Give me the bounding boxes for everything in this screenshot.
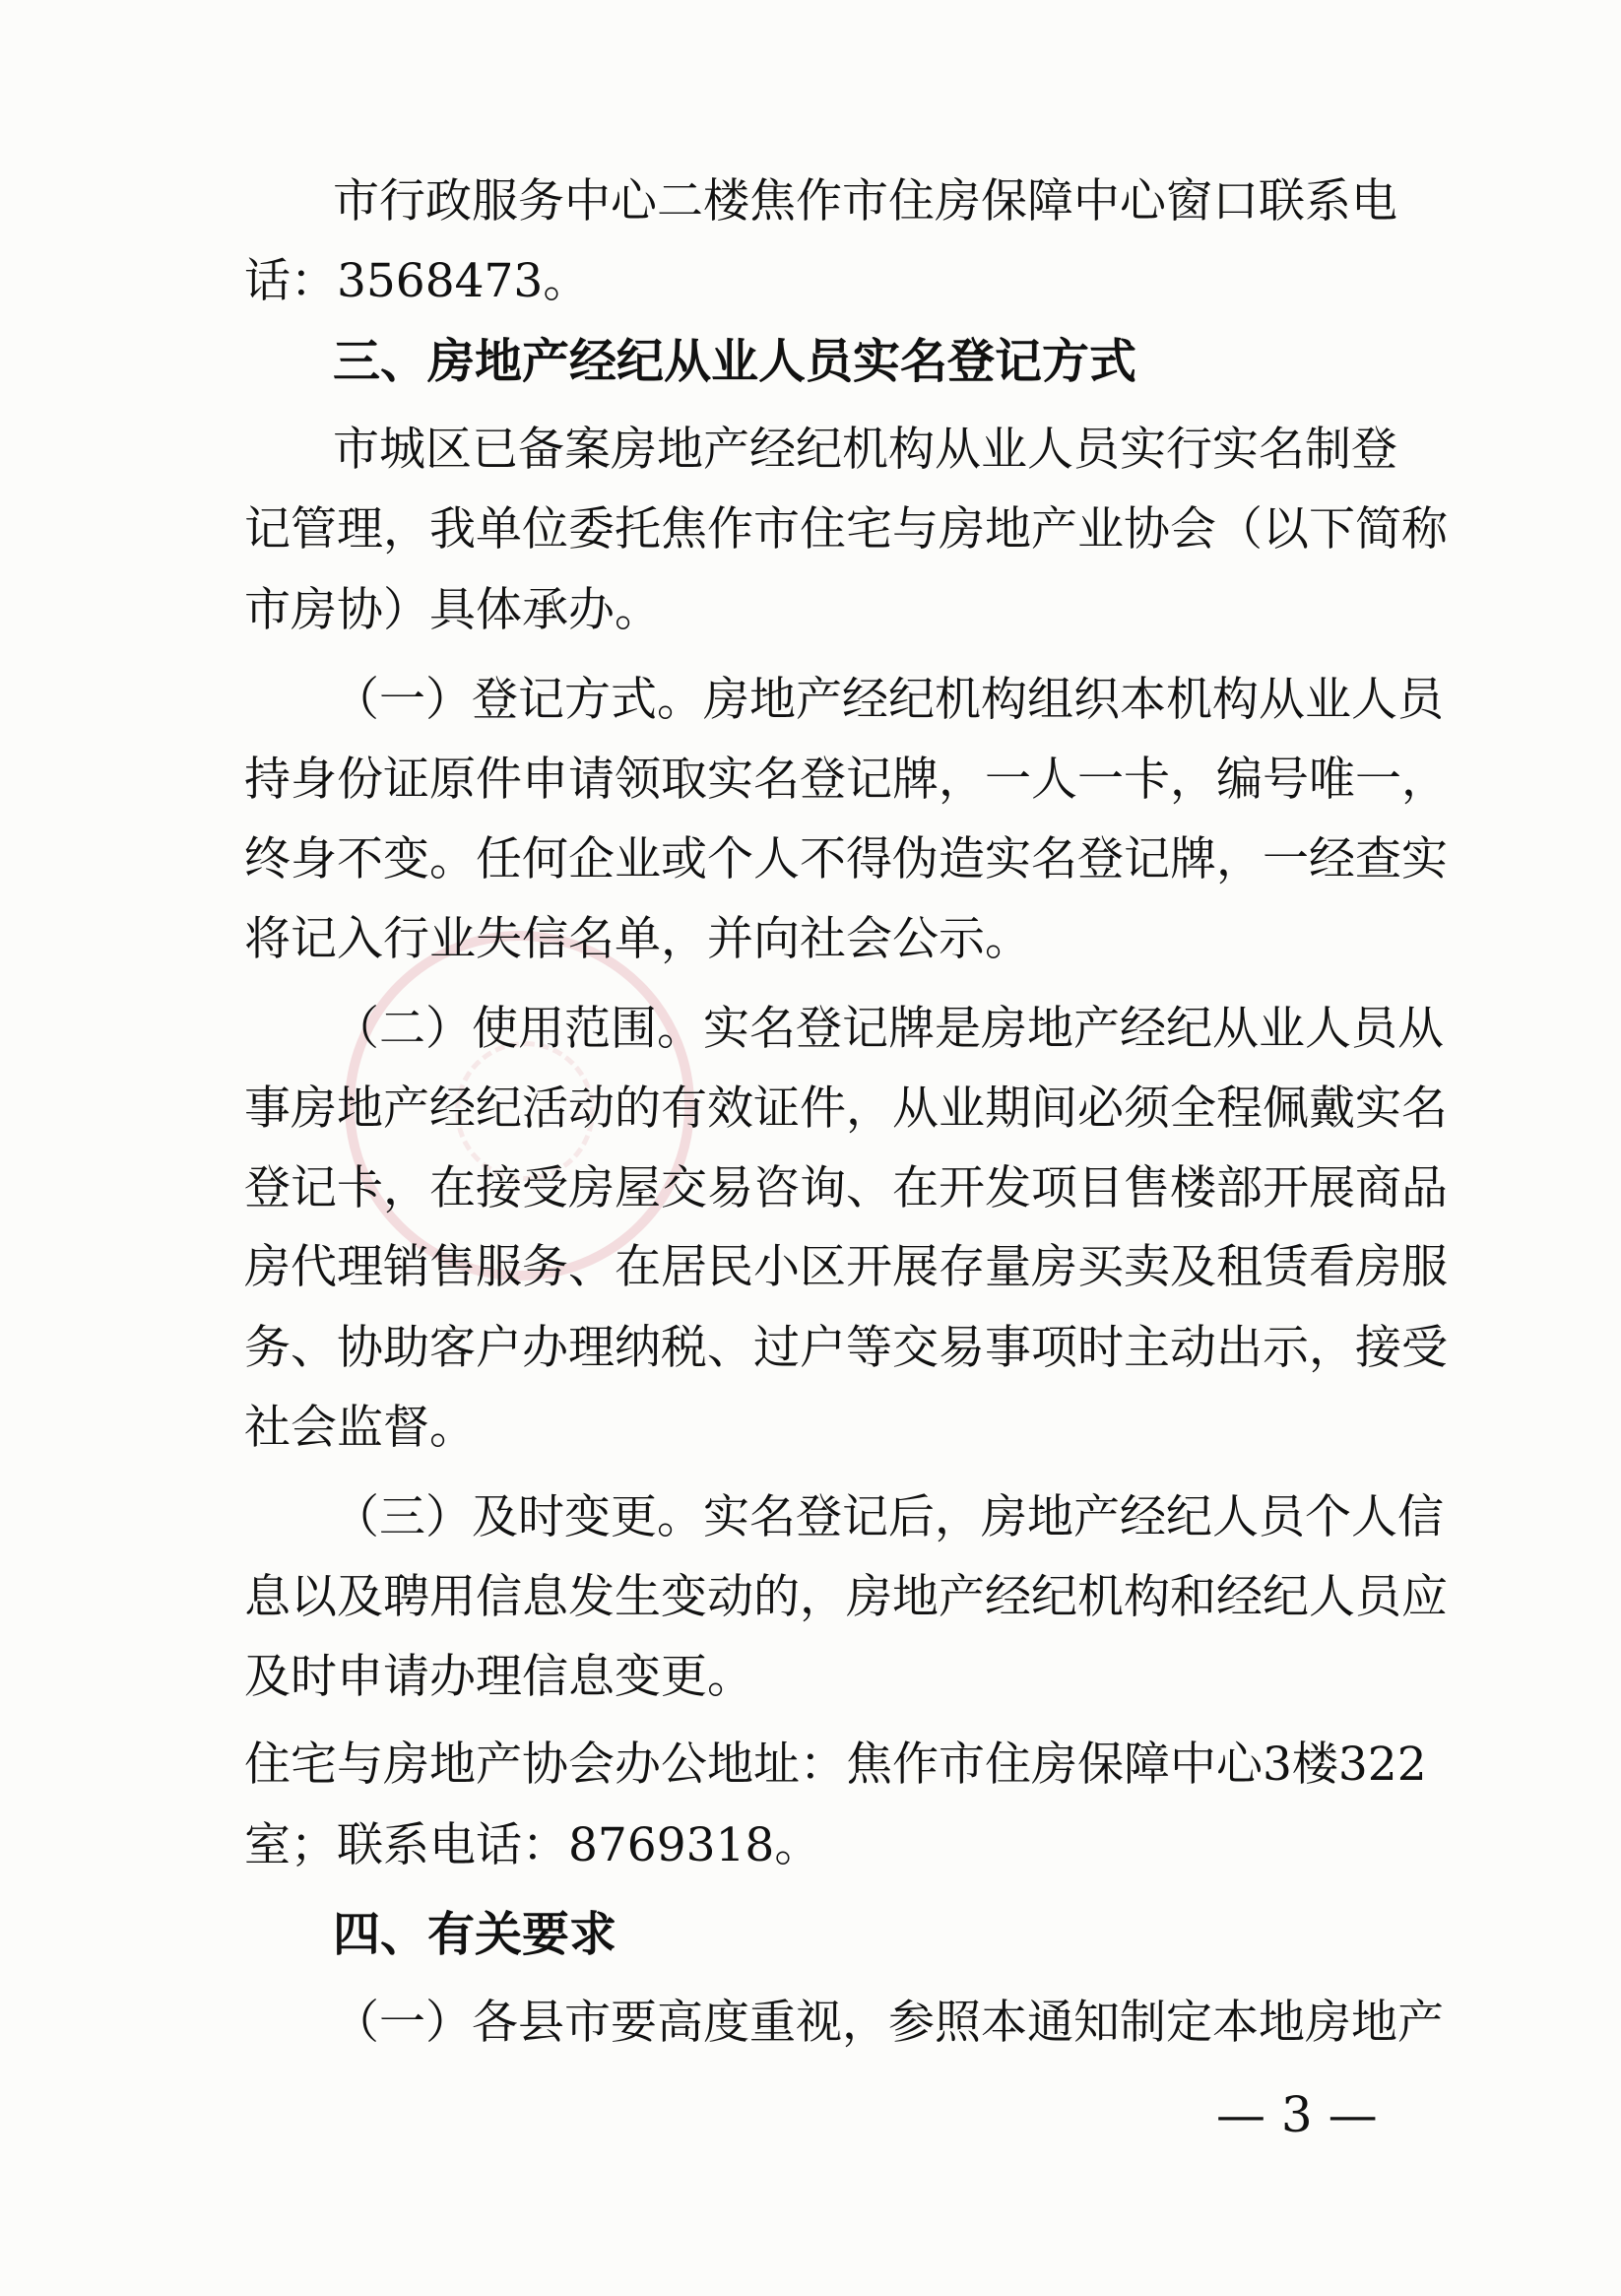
document-line: 将记入行业失信名单，并向社会公示。 xyxy=(244,912,1031,966)
document-line: （一）登记方式。房地产经纪机构组织本机构从业人员 xyxy=(333,673,1444,727)
document-line-text: 市行政服务中心二楼焦作市住房保障中心窗口联系电 xyxy=(333,174,1397,229)
document-line: （三）及时变更。实名登记后，房地产经纪人员个人信 xyxy=(333,1490,1444,1544)
document-line: 持身份证原件申请领取实名登记牌，一人一卡，编号唯一， xyxy=(244,753,1448,807)
document-line: 登记卡，在接受房屋交易咨询、在开发项目售楼部开展商品 xyxy=(244,1161,1448,1215)
document-line xyxy=(333,174,1397,229)
document-line: 房代理销售服务、在居民小区开展存量房买卖及租赁看房服 xyxy=(244,1240,1448,1294)
document-line: 话：3568473。 xyxy=(244,254,590,308)
document-line: 市房协）具体承办。 xyxy=(244,583,661,637)
section-heading: 四、有关要求 xyxy=(333,1907,617,1962)
document-line: 事房地产经纪活动的有效证件，从业期间必须全程佩戴实名 xyxy=(244,1082,1448,1136)
document-line: 社会监督。 xyxy=(244,1401,476,1455)
page-number: — 3 — xyxy=(1216,2086,1378,2143)
document-line: 息以及聘用信息发生变动的，房地产经纪机构和经纪人员应 xyxy=(244,1570,1448,1624)
document-line: （一）各县市要高度重视，参照本通知制定本地房地产 xyxy=(333,1996,1444,2050)
document-line: 记管理，我单位委托焦作市住宅与房地产业协会（以下简称 xyxy=(244,502,1448,557)
document-line: 市城区已备案房地产经纪机构从业人员实行实名制登 xyxy=(333,423,1397,477)
document-line: 终身不变。任何企业或个人不得伪造实名登记牌，一经查实 xyxy=(244,832,1448,886)
document-line: 务、协助客户办理纳税、过户等交易事项时主动出示，接受 xyxy=(244,1321,1448,1375)
document-line: 及时申请办理信息变更。 xyxy=(244,1650,753,1704)
contact-address-line: 住宅与房地产协会办公地址：焦作市住房保障中心3楼322 xyxy=(244,1738,1427,1792)
section-heading: 三、房地产经纪从业人员实名登记方式 xyxy=(333,334,1137,389)
document-line: （二）使用范围。实名登记牌是房地产经纪从业人员从 xyxy=(333,1002,1444,1056)
contact-phone-line: 室；联系电话：8769318。 xyxy=(244,1818,821,1872)
